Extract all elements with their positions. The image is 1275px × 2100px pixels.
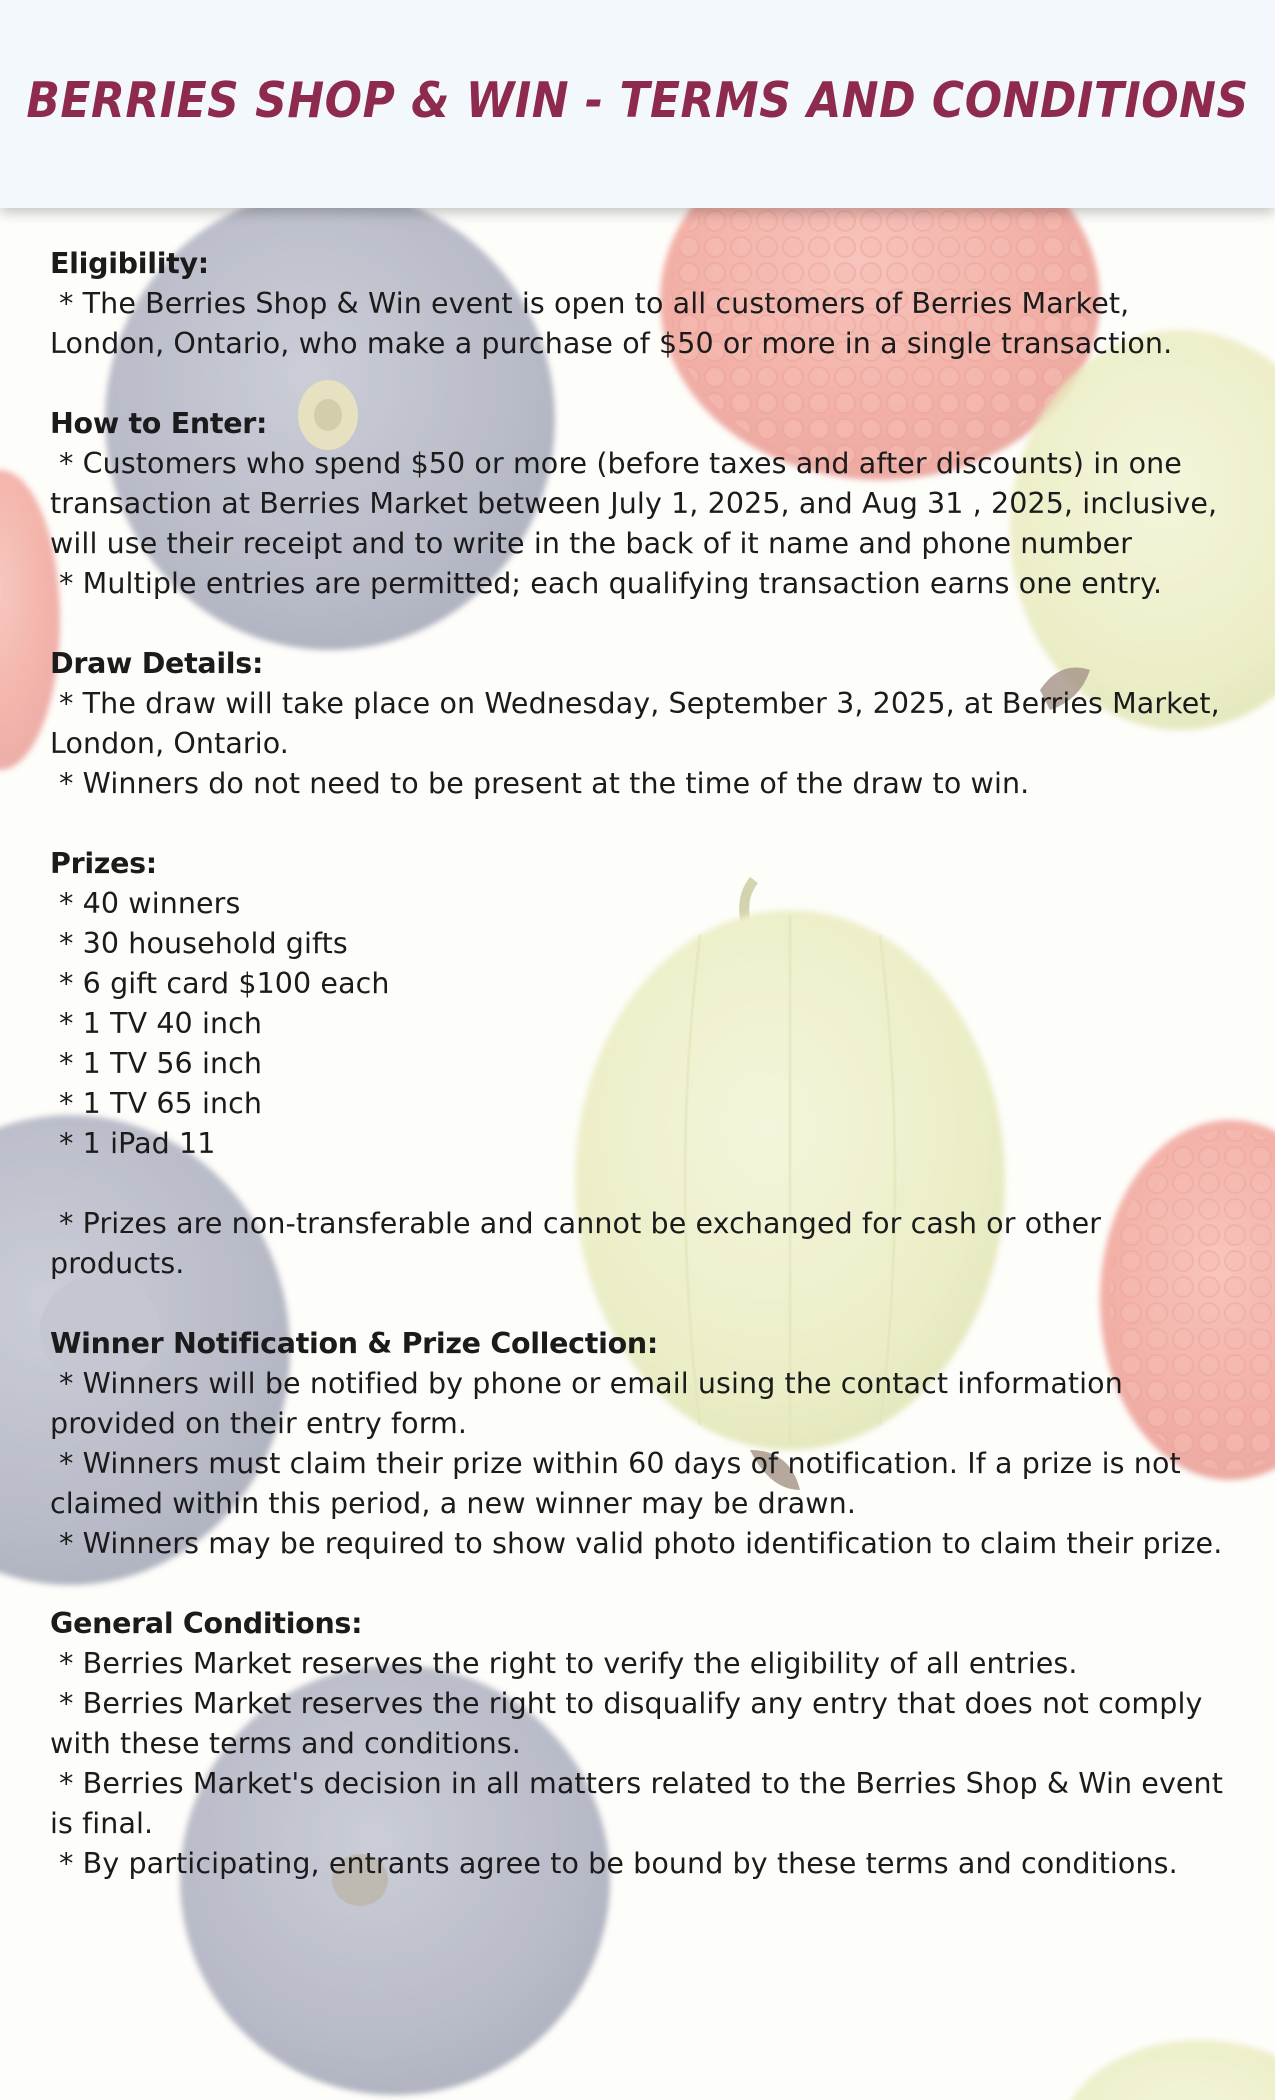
prize-item: * 1 TV 56 inch xyxy=(50,1044,1240,1084)
prize-item: * 40 winners xyxy=(50,884,1240,924)
eligibility-section xyxy=(50,244,1240,364)
section-title: Draw Details: xyxy=(50,647,264,680)
winner-notification-section xyxy=(50,1324,1240,1564)
list-item: * By participating, entrants agree to be bound by these terms and conditions. xyxy=(50,1844,1240,1884)
page-header xyxy=(0,0,1275,208)
spacer xyxy=(50,1164,1240,1204)
list-item: * Berries Market reserves the right to verify the eligibility of all entries. xyxy=(50,1644,1240,1684)
list-item: * Winners will be notified by phone or email using the contact information provided on their entry form. xyxy=(50,1364,1240,1444)
section-title: How to Enter: xyxy=(50,407,268,440)
list-item: * Winners may be required to show valid photo identification to claim their prize. xyxy=(50,1524,1240,1564)
page-title: BERRIES SHOP & WIN - TERMS AND CONDITIONS xyxy=(26,72,1249,130)
prizes-section xyxy=(50,844,1240,1284)
prize-item: * 1 TV 40 inch xyxy=(50,1004,1240,1044)
prize-item: * 6 gift card $100 each xyxy=(50,964,1240,1004)
list-item: * Berries Market reserves the right to disqualify any entry that does not comply with these terms and conditions. xyxy=(50,1684,1240,1764)
prize-item: * 1 iPad 11 xyxy=(50,1124,1240,1164)
section-title: General Conditions: xyxy=(50,1607,363,1640)
list-item: * Winners must claim their prize within 60 days of notification. If a prize is not claimed within this period, a new winner may be drawn. xyxy=(50,1444,1240,1524)
list-item: * Winners do not need to be present at the time of the draw to win. xyxy=(50,764,1240,804)
general-conditions-section xyxy=(50,1604,1240,1884)
draw-details-section xyxy=(50,644,1240,804)
section-title: Prizes: xyxy=(50,847,157,880)
list-item: * Customers who spend $50 or more (before taxes and after discounts) in one transaction at Berries Market between July 1, 2025, and Aug 31 , 2025, inclusive, will use their receipt and to write in the back of it name and phone number xyxy=(50,444,1240,564)
section-title: Winner Notification & Prize Collection: xyxy=(50,1327,658,1360)
list-item: * The draw will take place on Wednesday, September 3, 2025, at Berries Market, London, Ontario. xyxy=(50,684,1240,764)
list-item: * The Berries Shop & Win event is open to all customers of Berries Market, London, Ontario, who make a purchase of $50 or more in a single transaction. xyxy=(50,284,1240,364)
how-to-enter-section xyxy=(50,404,1240,604)
prize-item: * 1 TV 65 inch xyxy=(50,1084,1240,1124)
list-item: * Berries Market's decision in all matters related to the Berries Shop & Win event is final. xyxy=(50,1764,1240,1844)
prize-note: * Prizes are non-transferable and cannot be exchanged for cash or other products. xyxy=(50,1204,1240,1284)
section-title: Eligibility: xyxy=(50,247,209,280)
terms-content xyxy=(50,244,1240,1924)
prize-item: * 30 household gifts xyxy=(50,924,1240,964)
list-item: * Multiple entries are permitted; each qualifying transaction earns one entry. xyxy=(50,564,1240,604)
